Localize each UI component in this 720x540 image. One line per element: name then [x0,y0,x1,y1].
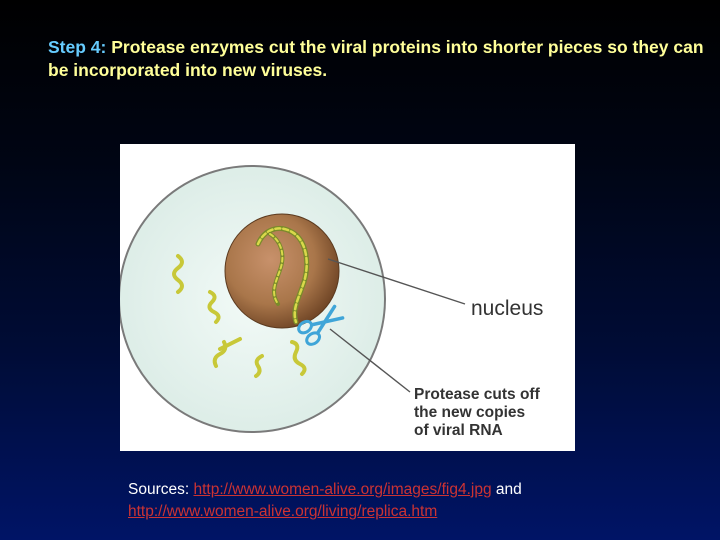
nucleus-label: nucleus [471,297,544,320]
slide-heading [48,36,716,82]
sources-connector: and [491,481,522,498]
sources-prefix: Sources: [128,481,194,498]
protease-label-line1: Protease cuts off [414,386,540,403]
protease-label-line2: the new copies [414,404,526,421]
protease-label-line3: of viral RNA [414,422,503,439]
protease-diagram [120,144,575,451]
step-label: Step 4: [48,37,107,57]
cell-nucleus [225,214,339,328]
step-description: Protease enzymes cut the viral proteins into shorter pieces so they can be incorporated into new viruses. [48,37,704,80]
source-link-replica[interactable]: http://www.women-alive.org/living/replica.htm [128,503,438,520]
source-link-fig4[interactable]: http://www.women-alive.org/images/fig4.jpg [193,481,492,498]
sources-citation [128,479,688,523]
